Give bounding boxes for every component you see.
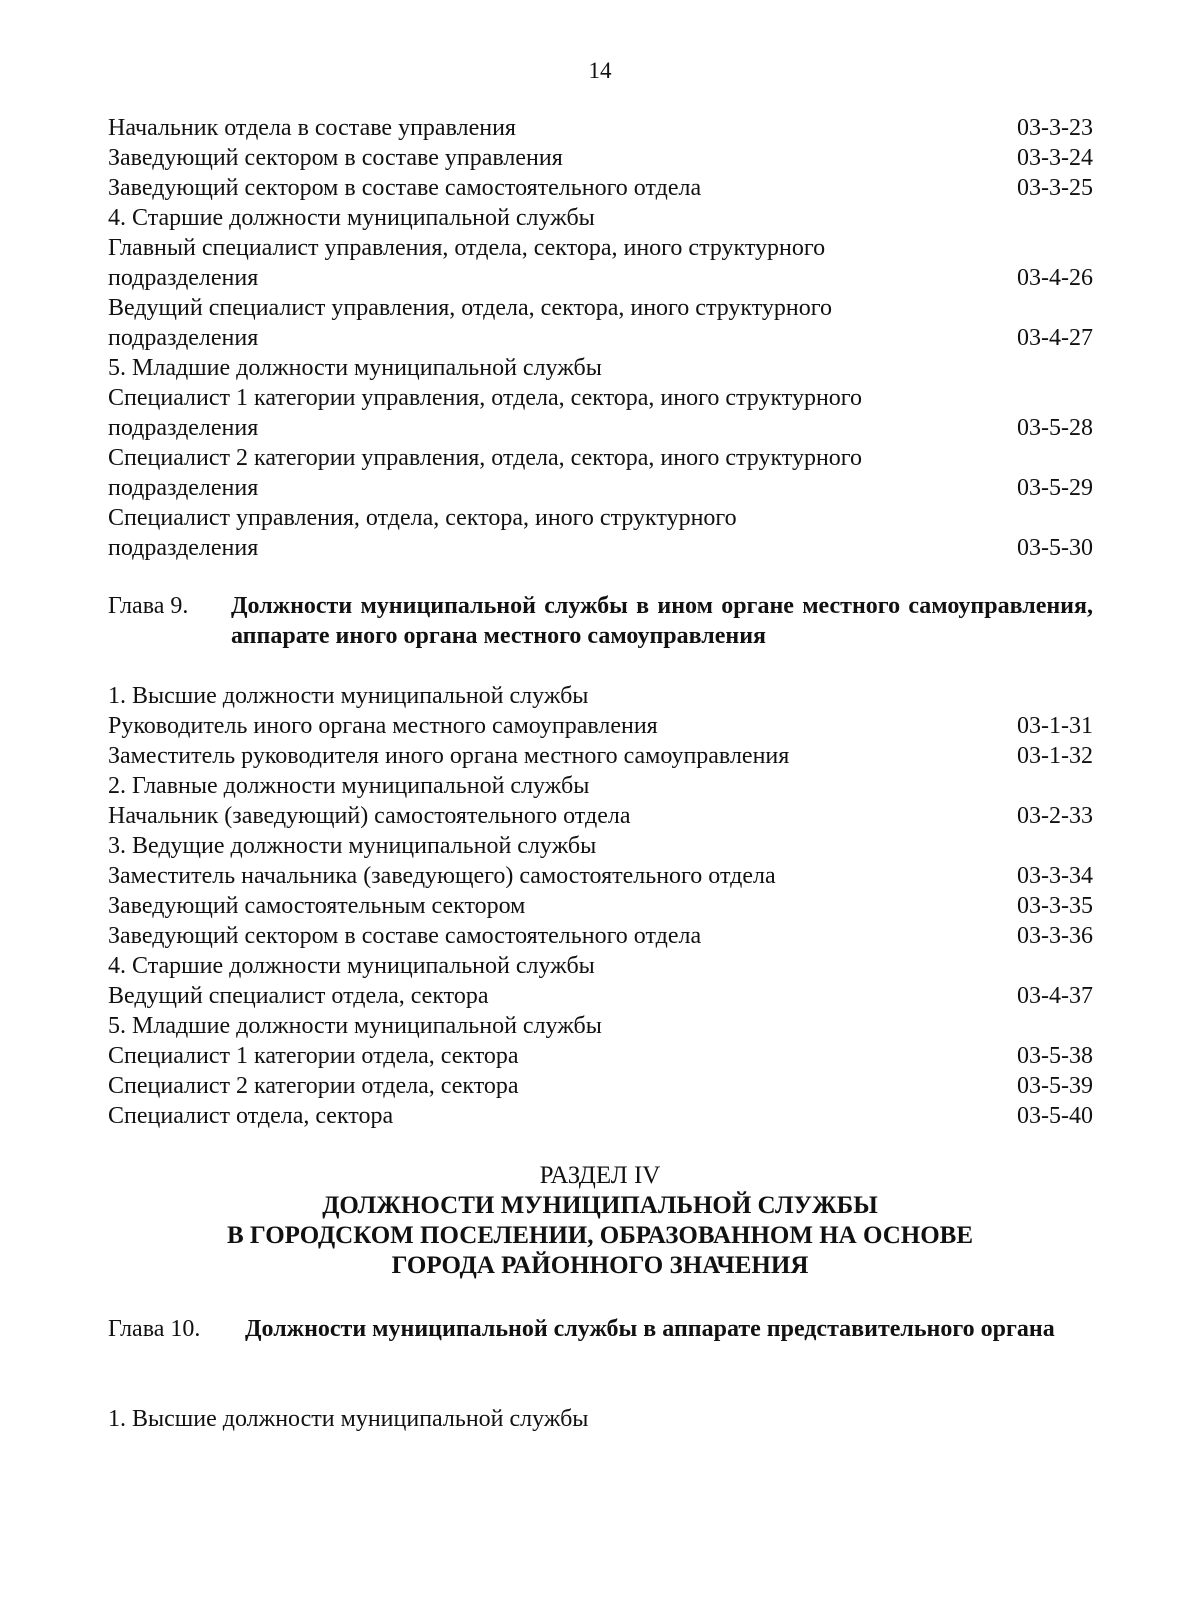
- category-title: Ведущий специалист управления, отдела, сектора, иного структурного: [108, 295, 833, 321]
- position-row: [108, 981, 1093, 1011]
- chapter-10-heading: [108, 1314, 1093, 1344]
- position-title: Начальник отдела в составе управления: [108, 115, 516, 141]
- position-row: [108, 473, 1093, 503]
- position-row: [108, 1041, 1093, 1071]
- position-code: 03-3-36: [1017, 923, 1093, 949]
- category-heading: [108, 681, 1093, 711]
- position-row: [108, 263, 1093, 293]
- chapter-9-heading: [108, 591, 1093, 651]
- category-heading: [108, 233, 1093, 263]
- category-title: 4. Старшие должности муниципальной службы: [108, 205, 595, 231]
- category-title: Специалист управления, отдела, сектора, иного структурного: [108, 505, 737, 531]
- position-code: 03-2-33: [1017, 803, 1093, 829]
- position-row: [108, 413, 1093, 443]
- category-title: Специалист 1 категории управления, отдела, сектора, иного структурного: [108, 385, 863, 411]
- position-code: 03-5-30: [1017, 535, 1093, 561]
- position-code: 03-5-39: [1017, 1073, 1093, 1099]
- position-title: Заведующий сектором в составе управления: [108, 145, 563, 171]
- position-code: 03-5-38: [1017, 1043, 1093, 1069]
- position-title: Специалист отдела, сектора: [108, 1103, 394, 1129]
- section-title-line: ГОРОДА РАЙОННОГО ЗНАЧЕНИЯ: [391, 1252, 809, 1279]
- position-title: подразделения: [108, 325, 259, 351]
- position-row: [108, 323, 1093, 353]
- category-heading: [108, 1404, 1093, 1434]
- category-heading: [108, 771, 1093, 801]
- position-code: 03-4-37: [1017, 983, 1093, 1009]
- position-row: [108, 741, 1093, 771]
- position-title: подразделения: [108, 265, 259, 291]
- category-title: 5. Младшие должности муниципальной службы: [108, 1013, 602, 1039]
- category-heading: [108, 831, 1093, 861]
- category-title: 1. Высшие должности муниципальной службы: [108, 683, 589, 709]
- positions-list-block-3: [108, 1404, 1093, 1434]
- category-title: 5. Младшие должности муниципальной службы: [108, 355, 602, 381]
- position-title: Специалист 2 категории отдела, сектора: [108, 1073, 519, 1099]
- position-title: Заведующий сектором в составе самостоятельного отдела: [108, 923, 702, 949]
- position-code: 03-4-26: [1017, 265, 1093, 291]
- position-code: 03-3-35: [1017, 893, 1093, 919]
- position-title: Руководитель иного органа местного самоуправления: [108, 713, 658, 739]
- category-title: Главный специалист управления, отдела, сектора, иного структурного: [108, 235, 826, 261]
- position-title: подразделения: [108, 535, 259, 561]
- position-row: [108, 173, 1093, 203]
- position-code: 03-3-25: [1017, 175, 1093, 201]
- position-code: 03-3-24: [1017, 145, 1093, 171]
- position-code: 03-1-31: [1017, 713, 1093, 739]
- position-row: [108, 861, 1093, 891]
- position-title: подразделения: [108, 475, 259, 501]
- page-number: 14: [588, 58, 612, 83]
- category-heading: [108, 1011, 1093, 1041]
- category-heading: [108, 951, 1093, 981]
- position-title: Заместитель начальника (заведующего) самостоятельного отдела: [108, 863, 776, 889]
- position-row: [108, 113, 1093, 143]
- position-title: Специалист 1 категории отдела, сектора: [108, 1043, 519, 1069]
- section-4-heading: [0, 1161, 1200, 1281]
- position-title: Заведующий самостоятельным сектором: [108, 893, 526, 919]
- position-title: Начальник (заведующий) самостоятельного отдела: [108, 803, 631, 829]
- position-code: 03-5-28: [1017, 415, 1093, 441]
- position-row: [108, 1071, 1093, 1101]
- position-row: [108, 921, 1093, 951]
- category-heading: [108, 503, 1093, 533]
- position-code: 03-5-40: [1017, 1103, 1093, 1129]
- chapter-number: Глава 10.: [108, 1316, 201, 1342]
- position-row: [108, 143, 1093, 173]
- category-title: 3. Ведущие должности муниципальной службы: [108, 833, 597, 859]
- position-title: подразделения: [108, 415, 259, 441]
- position-code: 03-3-34: [1017, 863, 1093, 889]
- category-title: 1. Высшие должности муниципальной службы: [108, 1406, 589, 1432]
- position-code: 03-1-32: [1017, 743, 1093, 769]
- category-heading: [108, 203, 1093, 233]
- position-code: 03-4-27: [1017, 325, 1093, 351]
- chapter-number: Глава 9.: [108, 593, 189, 619]
- positions-list-block-2: [108, 681, 1093, 1131]
- section-title-line: ДОЛЖНОСТИ МУНИЦИПАЛЬНОЙ СЛУЖБЫ: [322, 1192, 878, 1219]
- category-heading: [108, 293, 1093, 323]
- position-row: [108, 711, 1093, 741]
- position-title: Заведующий сектором в составе самостоятельного отдела: [108, 175, 702, 201]
- position-code: 03-3-23: [1017, 115, 1093, 141]
- position-row: [108, 891, 1093, 921]
- category-title: 2. Главные должности муниципальной службы: [108, 773, 590, 799]
- position-title: Ведущий специалист отдела, сектора: [108, 983, 489, 1009]
- section-title-line: В ГОРОДСКОМ ПОСЕЛЕНИИ, ОБРАЗОВАННОМ НА ОСНОВЕ: [226, 1222, 974, 1249]
- category-title: Специалист 2 категории управления, отдела, сектора, иного структурного: [108, 445, 863, 471]
- positions-list-block-1: [108, 113, 1093, 563]
- position-row: [108, 533, 1093, 563]
- position-row: [108, 1101, 1093, 1131]
- position-code: 03-5-29: [1017, 475, 1093, 501]
- position-row: [108, 801, 1093, 831]
- chapter-title: Должности муниципальной службы в аппарате представительного органа: [245, 1316, 1055, 1342]
- category-heading: [108, 353, 1093, 383]
- chapter-title: Должности муниципальной службы в ином органе местного самоуправления, аппарате иного органа местного самоуправления: [231, 593, 1093, 649]
- category-title: 4. Старшие должности муниципальной службы: [108, 953, 595, 979]
- section-label: РАЗДЕЛ IV: [539, 1162, 661, 1189]
- position-title: Заместитель руководителя иного органа местного самоуправления: [108, 743, 790, 769]
- category-heading: [108, 443, 1093, 473]
- category-heading: [108, 383, 1093, 413]
